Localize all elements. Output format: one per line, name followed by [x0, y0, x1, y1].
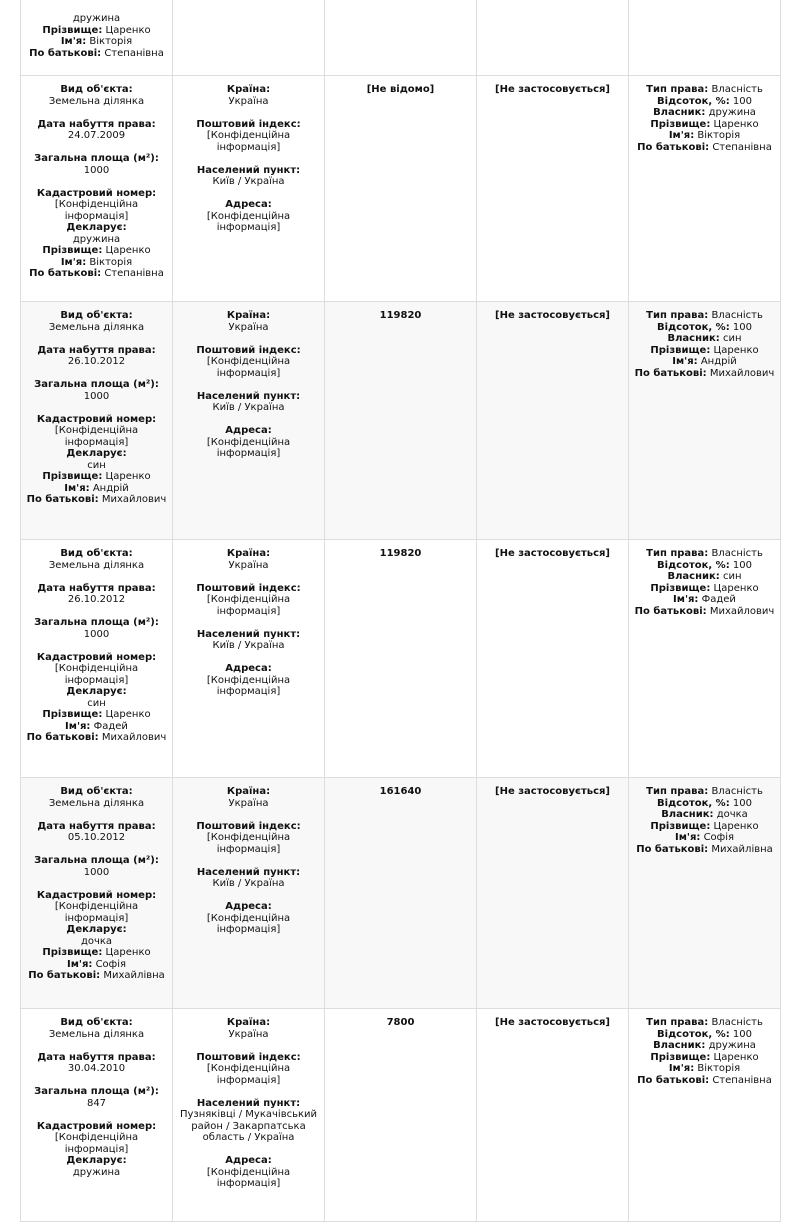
share-value: 100: [732, 1028, 752, 1040]
not-applicable-text: [Не застосовується]: [495, 786, 610, 797]
location-cell: [173, 1009, 325, 1222]
area-label: Загальна площа (м²):: [34, 1086, 159, 1097]
object-type-value: Земельна ділянка: [48, 321, 145, 333]
owner-surname-label: Прізвище:: [650, 344, 711, 356]
owner-label: Власник:: [667, 333, 720, 344]
object-cell: [21, 540, 173, 778]
owner-name-value: Фадей: [701, 594, 736, 605]
cadastral-value: [Конфіденційна інформація]: [54, 663, 139, 686]
name-label: Ім'я:: [65, 720, 91, 732]
address-value: [Конфіденційна інформація]: [206, 210, 291, 233]
owner-patronymic-label: По батькові:: [636, 843, 709, 855]
settlement-value: Київ / Україна: [212, 640, 285, 651]
postal-label: Поштовий індекс:: [196, 582, 301, 594]
owner-patronymic-label: По батькові:: [637, 1074, 710, 1086]
name-label: Ім'я:: [60, 36, 87, 47]
share-value: 100: [732, 95, 752, 107]
owner-name-value: Вікторія: [697, 1063, 741, 1074]
patronymic-label: По батькові:: [26, 732, 99, 743]
object-cell: [21, 0, 173, 76]
cadastral-label: Кадастровий номер:: [36, 889, 157, 901]
value-cell: [325, 76, 477, 302]
area-label: Загальна площа (м²):: [34, 153, 159, 164]
right-type-value: Власність: [711, 786, 763, 797]
location-cell: [173, 76, 325, 302]
patronymic-label: По батькові:: [29, 268, 102, 279]
name-value: Вікторія: [89, 36, 133, 47]
object-type-label: Вид об'єкта:: [60, 548, 133, 559]
name-value: Софія: [95, 958, 127, 970]
value-text: 119820: [379, 548, 422, 559]
patronymic-label: По батькові:: [26, 494, 99, 505]
declarant-value: дружина: [72, 1166, 121, 1178]
acquired-value: 24.07.2009: [67, 130, 126, 141]
owner-value: дружина: [708, 1040, 756, 1051]
right-type-label: Тип права:: [646, 310, 709, 321]
col4-cell: [477, 540, 629, 778]
cadastral-label: Кадастровий номер:: [36, 413, 157, 425]
acquired-label: Дата набуття права:: [37, 582, 156, 594]
owner-surname-label: Прізвище:: [650, 118, 711, 130]
declarant-value: дочка: [80, 935, 113, 947]
acquired-label: Дата набуття права:: [37, 118, 156, 130]
table-row: [21, 302, 781, 540]
address-label: Адреса:: [225, 425, 272, 436]
right-type-value: Власність: [711, 310, 763, 321]
value-cell: [325, 778, 477, 1009]
owner-value: син: [722, 571, 742, 582]
value-text: 161640: [379, 786, 422, 797]
patronymic-label: По батькові:: [28, 970, 101, 981]
rights-cell: [629, 76, 781, 302]
table-row: [21, 76, 781, 302]
owner-name-value: Софія: [703, 832, 735, 843]
right-type-value: Власність: [711, 84, 763, 95]
patronymic-value: Михайлович: [101, 732, 167, 743]
owner-name-label: Ім'я:: [672, 356, 698, 367]
value-cell: [325, 540, 477, 778]
object-type-value: Земельна ділянка: [48, 797, 145, 809]
address-label: Адреса:: [225, 199, 272, 210]
settlement-value: Київ / Україна: [212, 878, 285, 889]
property-table: [20, 0, 781, 1222]
value-text: 119820: [379, 310, 422, 321]
location-cell: [173, 540, 325, 778]
postal-value: [Конфіденційна інформація]: [206, 594, 291, 617]
right-type-label: Тип права:: [646, 786, 709, 797]
declarant-value: син: [87, 697, 106, 709]
name-value: Фадей: [93, 720, 128, 732]
right-type-label: Тип права:: [646, 1017, 709, 1028]
cadastral-value: [Конфіденційна інформація]: [54, 199, 139, 222]
address-label: Адреса:: [225, 1155, 272, 1166]
location-cell: [173, 302, 325, 540]
owner-name-label: Ім'я:: [668, 130, 695, 141]
address-value: [Конфіденційна інформація]: [206, 674, 291, 697]
area-value: 847: [86, 1097, 107, 1109]
rights-cell: [629, 540, 781, 778]
col4-cell: [477, 1009, 629, 1222]
owner-name-value: Андрій: [700, 356, 737, 367]
share-value: 100: [732, 559, 752, 571]
right-type-value: Власність: [711, 1017, 763, 1028]
share-label: Відсоток, %:: [657, 797, 730, 809]
area-value: 1000: [83, 390, 110, 402]
country-value: Україна: [228, 797, 269, 809]
name-label: Ім'я:: [66, 958, 93, 970]
country-value: Україна: [228, 559, 269, 571]
postal-label: Поштовий індекс:: [196, 118, 301, 130]
table-row: [21, 778, 781, 1009]
acquired-label: Дата набуття права:: [37, 1051, 156, 1063]
value-cell: [325, 1009, 477, 1222]
area-label: Загальна площа (м²):: [34, 379, 159, 390]
settlement-value: Київ / Україна: [212, 176, 285, 187]
surname-value: Царенко: [105, 24, 151, 36]
rights-cell: [629, 302, 781, 540]
postal-value: [Конфіденційна інформація]: [206, 832, 291, 855]
postal-label: Поштовий індекс:: [196, 820, 301, 832]
cadastral-label: Кадастровий номер:: [36, 651, 157, 663]
area-value: 1000: [83, 628, 110, 640]
surname-label: Прізвище:: [42, 709, 103, 720]
declarant-label: Декларує:: [66, 448, 127, 459]
not-applicable-text: [Не застосовується]: [495, 1017, 610, 1028]
declarant-value: дружина: [72, 13, 121, 24]
acquired-value: 05.10.2012: [67, 832, 126, 843]
country-label: Країна:: [226, 310, 271, 321]
table-row: [21, 0, 781, 76]
cadastral-value: [Конфіденційна інформація]: [54, 901, 139, 924]
address-value: [Конфіденційна інформація]: [206, 912, 291, 935]
value-text: [Не відомо]: [366, 84, 435, 95]
owner-label: Власник:: [667, 571, 720, 582]
object-type-value: Земельна ділянка: [48, 95, 145, 107]
value-cell: [325, 302, 477, 540]
col4-cell: [477, 0, 629, 76]
object-type-label: Вид об'єкта:: [60, 786, 133, 797]
owner-surname-value: Царенко: [713, 582, 759, 594]
object-type-label: Вид об'єкта:: [60, 84, 133, 95]
object-type-value: Земельна ділянка: [48, 559, 145, 571]
name-label: Ім'я:: [64, 482, 90, 494]
settlement-label: Населений пункт:: [196, 1097, 301, 1109]
acquired-value: 26.10.2012: [67, 356, 126, 367]
object-cell: [21, 76, 173, 302]
right-type-label: Тип права:: [646, 84, 709, 95]
declarant-label: Декларує:: [66, 924, 127, 935]
acquired-value: 26.10.2012: [67, 594, 126, 605]
declarant-value: дружина: [72, 233, 121, 245]
right-type-value: Власність: [711, 548, 763, 559]
object-type-label: Вид об'єкта:: [60, 310, 133, 321]
acquired-label: Дата набуття права:: [37, 820, 156, 832]
not-applicable-text: [Не застосовується]: [495, 310, 610, 321]
address-value: [Конфіденційна інформація]: [206, 1166, 291, 1189]
address-label: Адреса:: [225, 663, 272, 674]
share-value: 100: [732, 321, 752, 333]
cadastral-value: [Конфіденційна інформація]: [54, 1132, 139, 1155]
declarant-label: Декларує:: [66, 1155, 127, 1166]
area-label: Загальна площа (м²):: [34, 617, 159, 628]
col4-cell: [477, 76, 629, 302]
postal-value: [Конфіденційна інформація]: [206, 356, 291, 379]
value-text: 7800: [386, 1017, 415, 1028]
postal-label: Поштовий індекс:: [196, 344, 301, 356]
country-label: Країна:: [226, 84, 271, 95]
value-cell: [325, 0, 477, 76]
country-label: Країна:: [226, 1017, 271, 1028]
object-type-label: Вид об'єкта:: [60, 1017, 133, 1028]
object-type-value: Земельна ділянка: [48, 1028, 145, 1040]
share-value: 100: [732, 797, 752, 809]
acquired-value: 30.04.2010: [67, 1063, 126, 1074]
owner-surname-value: Царенко: [713, 1051, 759, 1063]
patronymic-value: Степанівна: [104, 47, 164, 59]
owner-name-label: Ім'я:: [674, 832, 701, 843]
patronymic-value: Степанівна: [104, 268, 164, 279]
owner-surname-label: Прізвище:: [650, 1051, 711, 1063]
owner-surname-label: Прізвище:: [650, 582, 711, 594]
owner-name-label: Ім'я:: [673, 594, 699, 605]
table-row: [21, 1009, 781, 1222]
country-label: Країна:: [226, 786, 271, 797]
col4-cell: [477, 778, 629, 1009]
owner-name-value: Вікторія: [697, 130, 741, 141]
surname-value: Царенко: [105, 245, 151, 256]
col4-cell: [477, 302, 629, 540]
not-applicable-text: [Не застосовується]: [495, 84, 610, 95]
settlement-label: Населений пункт:: [196, 390, 301, 402]
object-cell: [21, 1009, 173, 1222]
share-label: Відсоток, %:: [657, 1028, 730, 1040]
surname-label: Прізвище:: [42, 245, 103, 256]
settlement-label: Населений пункт:: [196, 628, 301, 640]
address-label: Адреса:: [225, 901, 272, 912]
declarant-label: Декларує:: [66, 222, 127, 233]
name-value: Андрій: [92, 482, 129, 494]
settlement-value: Пузняківці / Мукачівський район / Закарпатська область / Україна: [179, 1109, 318, 1143]
owner-label: Власник:: [661, 809, 714, 820]
owner-patronymic-value: Степанівна: [712, 1074, 772, 1086]
share-label: Відсоток, %:: [657, 559, 730, 571]
owner-patronymic-label: По батькові:: [634, 605, 707, 617]
owner-surname-value: Царенко: [713, 118, 759, 130]
rights-cell: [629, 778, 781, 1009]
owner-patronymic-label: По батькові:: [637, 141, 710, 153]
owner-surname-label: Прізвище:: [650, 820, 711, 832]
rights-cell: [629, 1009, 781, 1222]
settlement-label: Населений пункт:: [196, 866, 301, 878]
area-value: 1000: [83, 866, 110, 878]
owner-label: Власник:: [653, 107, 706, 118]
share-label: Відсоток, %:: [657, 95, 730, 107]
surname-label: Прізвище:: [42, 947, 103, 958]
object-cell: [21, 778, 173, 1009]
owner-patronymic-value: Михайлівна: [711, 843, 773, 855]
name-label: Ім'я:: [60, 256, 87, 268]
owner-label: Власник:: [653, 1040, 706, 1051]
owner-value: дочка: [716, 809, 748, 820]
owner-patronymic-value: Михайлович: [709, 605, 775, 617]
location-cell: [173, 778, 325, 1009]
surname-value: Царенко: [105, 947, 151, 958]
cadastral-label: Кадастровий номер:: [36, 187, 157, 199]
surname-label: Прізвище:: [42, 471, 103, 482]
postal-value: [Конфіденційна інформація]: [206, 1063, 291, 1086]
postal-value: [Конфіденційна інформація]: [206, 130, 291, 153]
right-type-label: Тип права:: [646, 548, 709, 559]
owner-patronymic-value: Степанівна: [712, 141, 772, 153]
surname-value: Царенко: [105, 709, 151, 720]
acquired-label: Дата набуття права:: [37, 344, 156, 356]
owner-surname-value: Царенко: [713, 820, 759, 832]
surname-value: Царенко: [105, 471, 151, 482]
owner-surname-value: Царенко: [713, 344, 759, 356]
not-applicable-text: [Не застосовується]: [495, 548, 610, 559]
declarant-label: Декларує:: [66, 686, 127, 697]
cadastral-value: [Конфіденційна інформація]: [54, 425, 139, 448]
rights-cell: [629, 0, 781, 76]
share-label: Відсоток, %:: [657, 321, 730, 333]
declarant-value: син: [87, 459, 106, 471]
name-value: Вікторія: [89, 256, 133, 268]
table-row: [21, 540, 781, 778]
country-value: Україна: [228, 95, 269, 107]
owner-name-label: Ім'я:: [668, 1063, 695, 1074]
postal-label: Поштовий індекс:: [196, 1051, 301, 1063]
owner-patronymic-value: Михайлович: [709, 367, 775, 379]
object-cell: [21, 302, 173, 540]
cadastral-label: Кадастровий номер:: [36, 1120, 157, 1132]
area-value: 1000: [83, 164, 110, 176]
owner-value: син: [722, 333, 742, 344]
owner-patronymic-label: По батькові:: [634, 367, 707, 379]
country-value: Україна: [228, 1028, 269, 1040]
address-value: [Конфіденційна інформація]: [206, 436, 291, 459]
settlement-value: Київ / Україна: [212, 402, 285, 413]
patronymic-label: По батькові:: [29, 47, 102, 59]
location-cell: [173, 0, 325, 76]
owner-value: дружина: [708, 107, 756, 118]
country-label: Країна:: [226, 548, 271, 559]
area-label: Загальна площа (м²):: [34, 855, 159, 866]
patronymic-value: Михайлович: [101, 494, 167, 505]
country-value: Україна: [228, 321, 269, 333]
patronymic-value: Михайлівна: [103, 970, 165, 981]
surname-label: Прізвище:: [42, 24, 103, 36]
settlement-label: Населений пункт:: [196, 164, 301, 176]
